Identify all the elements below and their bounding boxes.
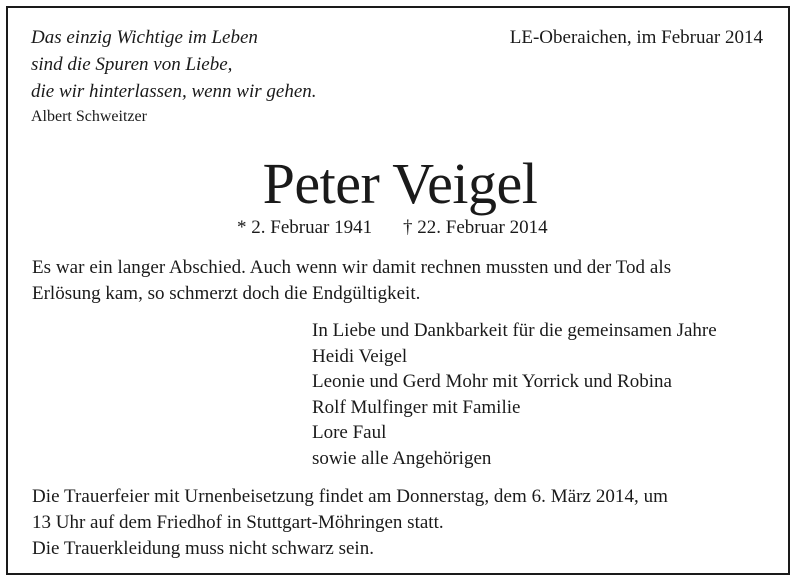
quote-block xyxy=(31,24,317,127)
deceased-name: Peter Veigel xyxy=(262,151,538,216)
quote-author: Albert Schweitzer xyxy=(31,108,147,125)
ceremony-line-3: Die Trauerkleidung muss nicht schwarz sein. xyxy=(32,538,374,559)
quote-line-1: Das einzig Wichtige im Leben xyxy=(31,27,258,48)
intro-line-1: Es war ein langer Abschied. Auch wenn wir damit rechnen mussten und der Tod als xyxy=(32,257,672,278)
birth-date: * 2. Februar 1941 xyxy=(237,217,373,238)
ceremony-line-2: 13 Uhr auf dem Friedhof in Stuttgart-Möhringen statt. xyxy=(32,512,444,533)
ceremony-paragraph xyxy=(32,484,668,562)
intro-paragraph xyxy=(32,255,671,307)
mourner-name: Leonie und Gerd Mohr mit Yorrick und Robina xyxy=(312,371,672,393)
quote-line-2: sind die Spuren von Liebe, xyxy=(31,54,233,75)
mourners-list xyxy=(312,318,717,472)
mourners-others: sowie alle Angehörigen xyxy=(312,447,492,469)
mourner-name: Heidi Veigel xyxy=(312,345,408,367)
mourners-dedication: In Liebe und Dankbarkeit für die gemeinsamen Jahre xyxy=(312,320,717,341)
ceremony-line-1: Die Trauerfeier mit Urnenbeisetzung findet am Donnerstag, dem 6. März 2014, um xyxy=(32,486,669,507)
intro-line-2: Erlösung kam, so schmerzt doch die Endgültigkeit. xyxy=(32,283,421,304)
quote-line-3: die wir hinterlassen, wenn wir gehen. xyxy=(31,81,317,102)
mourner-name: Rolf Mulfinger mit Familie xyxy=(312,396,521,418)
death-date: † 22. Februar 2014 xyxy=(403,217,548,238)
mourner-name: Lore Faul xyxy=(312,422,387,444)
place-date: LE-Oberaichen, im Februar 2014 xyxy=(509,27,763,48)
